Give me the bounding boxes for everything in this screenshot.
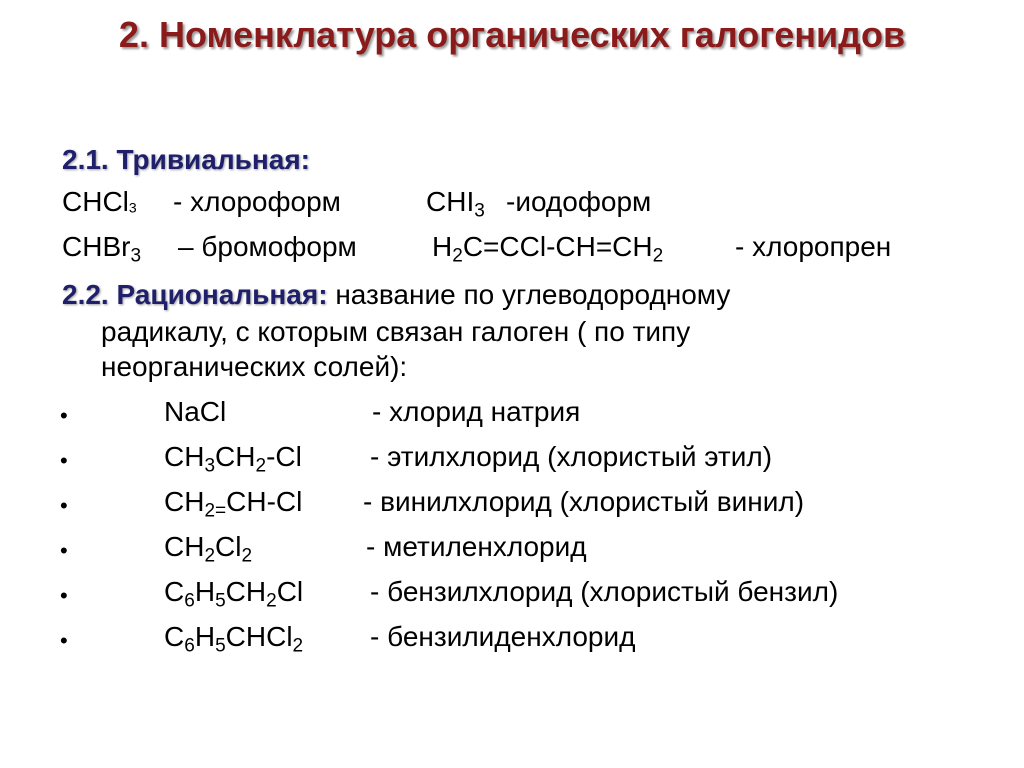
item-formula: $CH_{2=}CH-Cl$ bbox=[164, 486, 303, 522]
item-name: - винилхлорид (хлористый винил) bbox=[363, 486, 805, 517]
trivial-row-2-name-2: - хлоропрен bbox=[735, 231, 892, 262]
item-name: - бензилиденхлорид bbox=[370, 621, 636, 652]
trivial-row-2-formula-2: $H_2C=CCl-CH=CH_2$ bbox=[432, 231, 664, 267]
slide-title: 2. Номенклатура органических галогенидов bbox=[118, 14, 906, 55]
item-name: - хлорид натрия bbox=[372, 396, 581, 427]
item-formula: $C_6H_5CHCl_2$ bbox=[164, 621, 304, 657]
bullet-marker: • bbox=[60, 583, 68, 608]
item-formula: $CH_2Cl_2$ bbox=[164, 531, 253, 567]
bullet-marker: • bbox=[60, 448, 68, 473]
trivial-row-1-name-1: - хлороформ bbox=[173, 186, 341, 217]
item-name: - этилхлорид (хлористый этил) bbox=[370, 441, 773, 472]
rational-desc-1: название по углеводородному bbox=[335, 279, 731, 310]
trivial-row-1-name-2: -иодоформ bbox=[506, 186, 652, 217]
bullet-marker: • bbox=[60, 538, 68, 563]
trivial-row-1-formula-2: $CHI_3$ bbox=[426, 186, 485, 222]
item-name: - метиленхлорид bbox=[366, 531, 587, 562]
bullet-marker: • bbox=[60, 493, 68, 518]
rational-desc-2: радикалу, с которым связан галоген ( по типу bbox=[101, 316, 691, 347]
bullet-marker: • bbox=[60, 403, 68, 428]
trivial-row-2-formula-1: CHBr$_3$ bbox=[62, 231, 142, 267]
trivial-row-1-formula-1: CHCl$_3$ bbox=[62, 186, 137, 217]
item-formula: $C_6H_5CH_2Cl$ bbox=[164, 576, 304, 612]
item-formula: $CH_3CH_2-Cl$ bbox=[164, 441, 302, 477]
rational-desc-3: неорганических солей): bbox=[101, 351, 408, 382]
trivial-heading: 2.1. Тривиальная: bbox=[62, 144, 310, 175]
rational-line-1 bbox=[62, 281, 730, 309]
trivial-row-2-name-1: – бромоформ bbox=[178, 231, 357, 262]
rational-heading: 2.2. Рациональная: bbox=[62, 279, 328, 310]
item-formula: NaCl bbox=[164, 396, 227, 427]
item-name: - бензилхлорид (хлористый бензил) bbox=[370, 576, 839, 607]
bullet-marker: • bbox=[60, 628, 68, 653]
